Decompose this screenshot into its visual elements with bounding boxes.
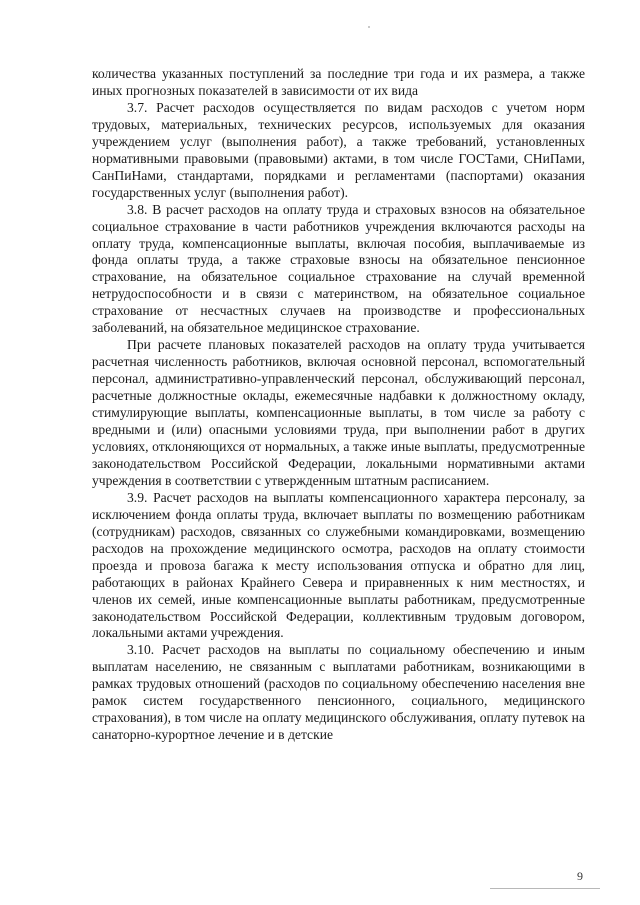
document-body: [92, 66, 585, 744]
paragraph-3-10: 3.10. Расчет расходов на выплаты по социальному обеспечению и иным выплатам населению, не связанным с выплатами работникам, возникающими в рамках трудовых отношений (расходов по социальному обеспечению населения вне рамок систем государственного пенсионного, социального, медицинского страхования), в том числе на оплату медицинского обслуживания, оплату путевок на санаторно-курортное лечение и в детские: [92, 642, 585, 743]
paragraph-planned-indicators: При расчете плановых показателей расходов на оплату труда учитывается расчетная численность работников, включая основной персонал, вспомогательный персонал, административно-управленческий персонал, обслуживающий персонал, расчетные должностные оклады, ежемесячные надбавки к должностному окладу, стимулирующие выплаты, компенсационные выплаты, в том числе за работу с вредными и (или) опасными условиями труда, при выполнении работ в других условиях, отклоняющихся от нормальных, а также иные выплаты, предусмотренные законодательством Российской Федерации, локальными нормативными актами учреждения в соответствии с утвержденным штатным расписанием.: [92, 337, 585, 488]
scan-artifact: [368, 26, 370, 28]
scan-edge-line: [490, 888, 600, 889]
paragraph-3-7: 3.7. Расчет расходов осуществляется по видам расходов с учетом норм трудовых, материальных, технических ресурсов, используемых для оказания учреждением услуг (выполнения работ), а также требований, установленных нормативными правовыми (правовыми) актами, в том числе ГОСТами, СНиПами, СанПиНами, стандартами, порядками и регламентами (паспортами) оказания государственных услуг (выполнения работ).: [92, 99, 585, 200]
paragraph-3-9: 3.9. Расчет расходов на выплаты компенсационного характера персоналу, за исключением фонда оплаты труда, включает выплаты по возмещению работникам (сотрудникам) расходов, связанных со служебными командировками, возмещению расходов на прохождение медицинского осмотра, расходов на оплату стоимости проезда и провоза багажа к месту использования отпуска и обратно для лиц, работающих в районах Крайнего Севера и приравненных к ним местностях, и членов их семей, иные компенсационные выплаты работникам, предусмотренные законодательством Российской Федерации, коллективным трудовым договором, локальными актами учреждения.: [92, 489, 585, 641]
paragraph-3-8: 3.8. В расчет расходов на оплату труда и страховых взносов на обязательное социальное страхование в части работников учреждения включаются расходы на оплату труда, компенсационные выплаты, включая пособия, выплачиваемые из фонда оплаты труда, а также страховые взносы на обязательное пенсионное страхование, на обязательное социальное страхование на случай временной нетрудоспособности и в связи с материнством, на обязательное социальное страхование от несчастных случаев на производстве и профессиональных заболеваний, на обязательное медицинское страхование.: [92, 201, 585, 336]
paragraph-continuation: количества указанных поступлений за последние три года и их размера, а также иных прогнозных показателей в зависимости от их вида: [92, 66, 585, 98]
page-number: 9: [577, 869, 583, 883]
